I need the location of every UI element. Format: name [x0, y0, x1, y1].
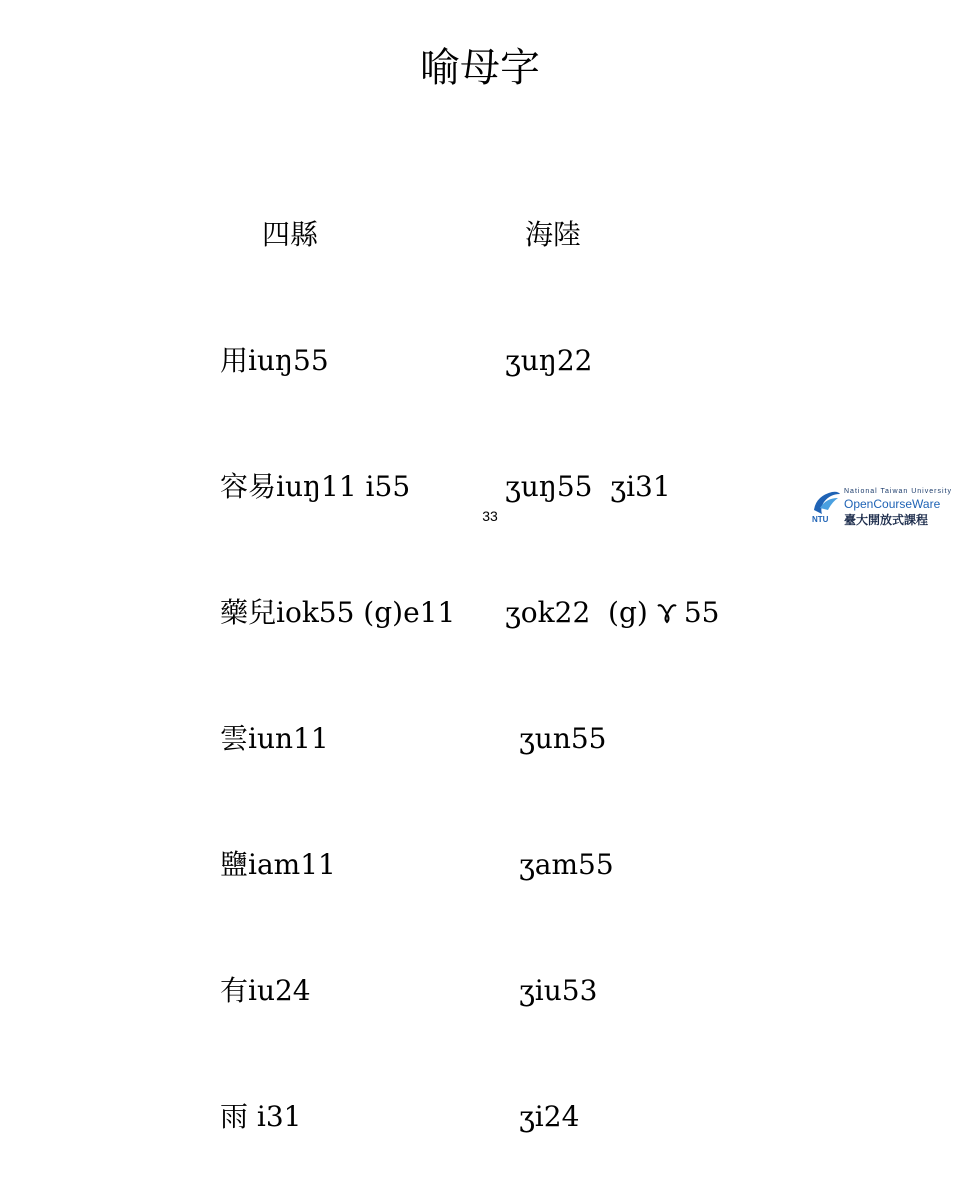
sixian-row: 鹽iam11: [220, 848, 336, 881]
logo-mark-text: NTU: [812, 515, 829, 524]
hailu-column: [505, 130, 719, 1180]
ntu-ocw-logo: [808, 488, 952, 528]
hailu-row: ʒam55: [519, 848, 614, 881]
sixian-header: 四縣: [262, 218, 319, 251]
ntu-logo-icon: [810, 488, 842, 524]
ipa-ram-horns-icon: [656, 602, 678, 624]
sixian-row: 雨 i31: [220, 1100, 302, 1133]
sixian-row: 藥兒iok55 (g)e11: [220, 596, 456, 629]
logo-chinese-name: 臺大開放式課程: [844, 513, 929, 527]
hailu-header: 海陸: [525, 218, 582, 251]
logo-university-name: National Taiwan University: [844, 488, 952, 495]
hailu-row: [505, 592, 719, 634]
hailu-row: ʒuŋ22: [505, 344, 593, 377]
slide-title: 喻母字: [420, 45, 540, 91]
sixian-row: 用iuŋ55: [220, 344, 329, 377]
page-number: 33: [482, 508, 498, 524]
sixian-row: 有iu24: [220, 974, 311, 1007]
hailu-row-suffix: 55: [683, 596, 720, 629]
hailu-row: ʒiu53: [519, 974, 598, 1007]
sixian-row: 雲iun11: [220, 722, 329, 755]
sixian-row: 容易iuŋ11 i55: [220, 470, 411, 503]
sixian-column: [220, 130, 455, 1180]
hailu-row-text: ʒok22 (g): [505, 596, 648, 629]
hailu-row: ʒi24: [519, 1100, 580, 1133]
logo-ocw-name: OpenCourseWare: [844, 497, 941, 511]
hailu-row: ʒun55: [519, 722, 607, 755]
hailu-row: ʒuŋ55 ʒi31: [505, 470, 671, 503]
